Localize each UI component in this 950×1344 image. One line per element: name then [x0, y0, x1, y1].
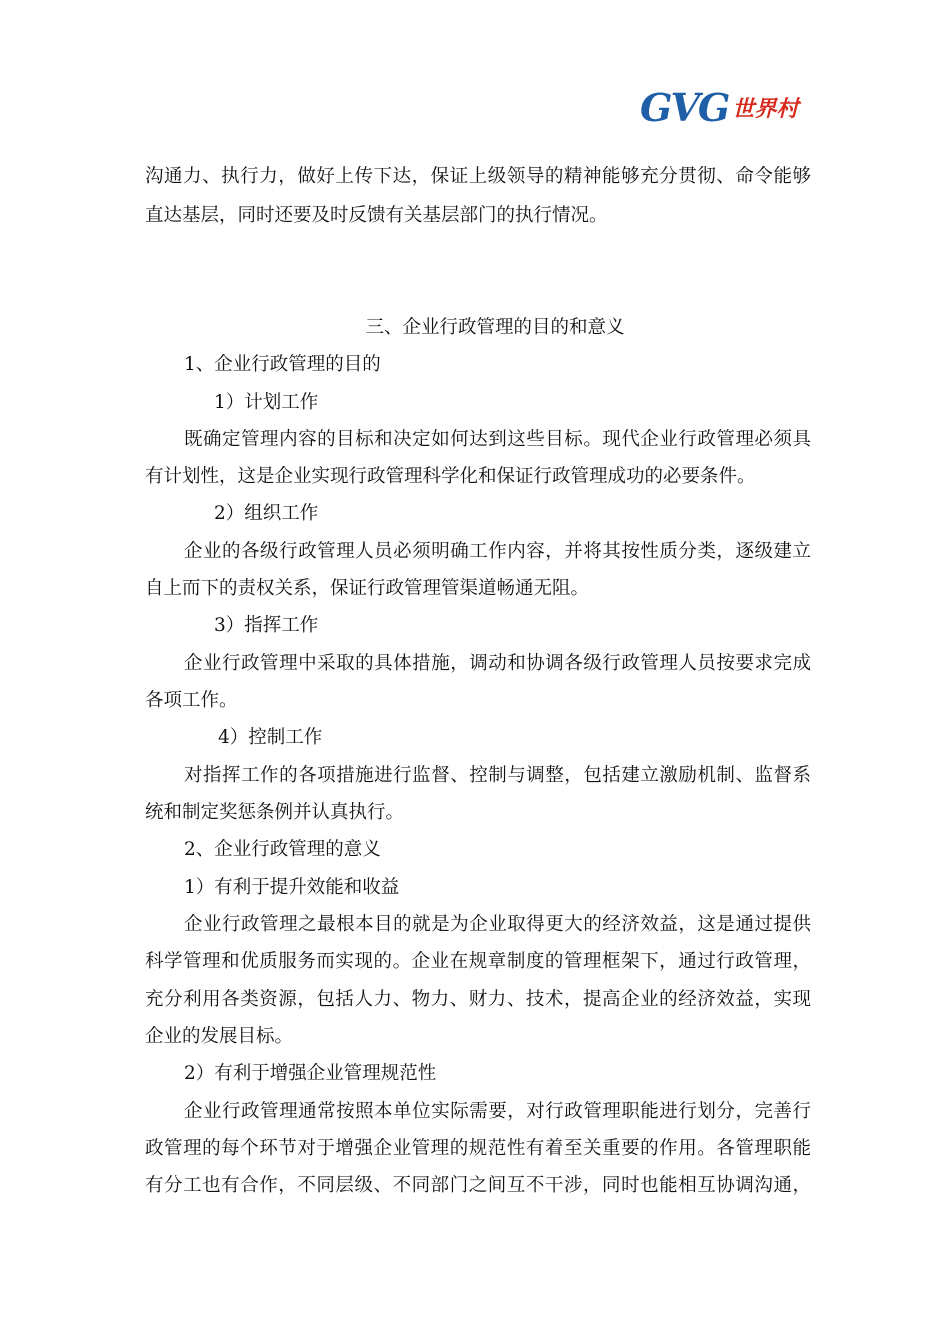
- paragraph-line: 统和制定奖惩条例并认真执行。: [145, 802, 405, 823]
- gvg-logo: [640, 78, 810, 128]
- paragraph-line: 企业行政管理之最根本目的就是为企业取得更大的经济效益，这是通过提供: [184, 914, 811, 935]
- subsection-heading: 2、企业行政管理的意义: [184, 839, 381, 860]
- paragraph-line: 直达基层，同时还要及时反馈有关基层部门的执行情况。: [145, 205, 608, 226]
- paragraph-line: 充分利用各类资源，包括人力、物力、财力、技术，提高企业的经济效益，实现: [145, 989, 811, 1010]
- logo-chinese: 世界村: [732, 97, 799, 122]
- item-heading: 1）有利于提升效能和收益: [184, 877, 400, 898]
- item-heading: 2）有利于增强企业管理规范性: [184, 1063, 437, 1084]
- paragraph-line: 科学管理和优质服务而实现的。企业在规章制度的管理框架下，通过行政管理，: [145, 951, 811, 972]
- paragraph-line: 有分工也有合作，不同层级、不同部门之间互不干涉，同时也能相互协调沟通，: [145, 1175, 811, 1196]
- paragraph-line: 企业的发展目标。: [145, 1026, 294, 1047]
- section-heading: 三、企业行政管理的目的和意义: [365, 317, 625, 338]
- logo-latin: GVG: [640, 85, 729, 130]
- paragraph-line: 企业行政管理通常按照本单位实际需要，对行政管理职能进行划分，完善行: [184, 1101, 811, 1122]
- item-heading: 4）控制工作: [218, 727, 323, 748]
- paragraph-line: 政管理的每个环节对于增强企业管理的规范性有着至关重要的作用。各管理职能: [145, 1138, 811, 1159]
- paragraph-line: 企业行政管理中采取的具体措施，调动和协调各级行政管理人员按要求完成: [184, 653, 811, 674]
- item-heading: 2）组织工作: [214, 503, 319, 524]
- item-heading: 3）指挥工作: [214, 615, 319, 636]
- paragraph-line: 沟通力、执行力，做好上传下达，保证上级领导的精神能够充分贯彻、命令能够: [145, 166, 811, 187]
- paragraph-line: 各项工作。: [145, 690, 238, 711]
- subsection-heading: 1、企业行政管理的目的: [184, 354, 381, 375]
- paragraph-line: 自上而下的责权关系，保证行政管理管渠道畅通无阻。: [145, 578, 590, 599]
- paragraph-line: 企业的各级行政管理人员必须明确工作内容，并将其按性质分类，逐级建立: [184, 541, 811, 562]
- paragraph-line: 既确定管理内容的目标和决定如何达到这些目标。现代企业行政管理必须具: [184, 429, 811, 450]
- item-heading: 1）计划工作: [214, 392, 319, 413]
- paragraph-line: 对指挥工作的各项措施进行监督、控制与调整，包括建立激励机制、监督系: [184, 765, 811, 786]
- paragraph-line: 有计划性，这是企业实现行政管理科学化和保证行政管理成功的必要条件。: [145, 466, 756, 487]
